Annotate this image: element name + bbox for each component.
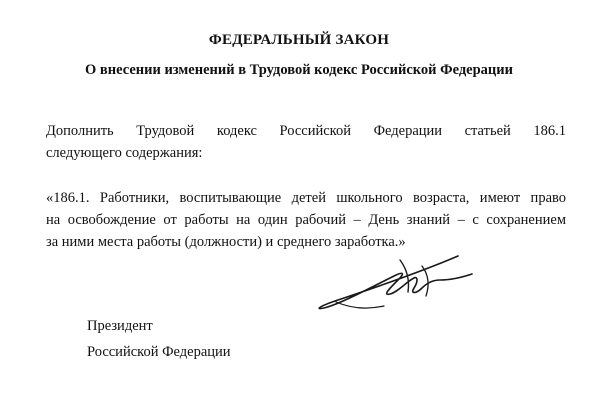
article-text-paragraph bbox=[46, 187, 566, 253]
intro-word: Российской bbox=[279, 123, 351, 139]
intro-word: 186.1 bbox=[533, 123, 566, 139]
intro-word: Федерации bbox=[373, 123, 443, 139]
document-title: ФЕДЕРАЛЬНЫЙ ЗАКОН bbox=[208, 32, 390, 48]
amendment-intro-line-2: следующего содержания: bbox=[46, 145, 203, 161]
amendment-intro-line-1 bbox=[46, 120, 566, 142]
intro-word: кодекс bbox=[216, 123, 257, 139]
signer-title: Президент bbox=[87, 318, 153, 334]
intro-word: Трудовой bbox=[136, 123, 195, 139]
article-line-3: за ними места работы (должности) и среднего заработка.» bbox=[46, 234, 406, 250]
amendment-intro-paragraph bbox=[46, 120, 566, 164]
article-line-1: «186.1. Работники, воспитывающие детей школьного возраста, имеют право bbox=[46, 190, 566, 206]
handwritten-signature bbox=[310, 238, 480, 316]
intro-word: Дополнить bbox=[46, 123, 114, 139]
signer-organization: Российской Федерации bbox=[87, 344, 231, 360]
article-line-2: на освобождение от работы на один рабочий – День знаний – с сохранением bbox=[46, 212, 566, 228]
document-subtitle: О внесении изменений в Трудовой кодекс Российской Федерации bbox=[85, 62, 513, 78]
intro-word: статьей bbox=[464, 123, 511, 139]
